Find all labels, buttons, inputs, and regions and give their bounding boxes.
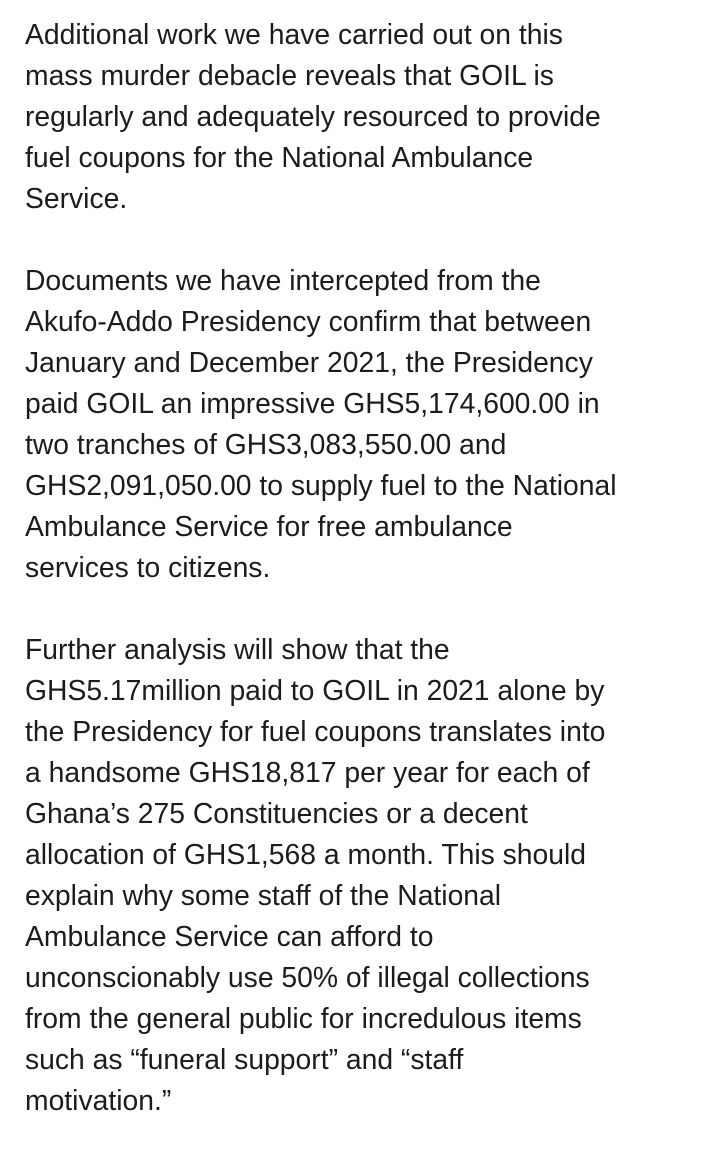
text-line: Ghana’s 275 Constituencies or a decent bbox=[25, 797, 528, 829]
text-line: such as “funeral support” and “staff bbox=[25, 1043, 464, 1075]
text-line: Further analysis will show that the bbox=[25, 633, 450, 665]
text-line: regularly and adequately resourced to provide bbox=[25, 100, 601, 132]
paragraph-2 bbox=[25, 260, 715, 588]
text-line: motivation.” bbox=[25, 1084, 172, 1116]
text-line: paid GOIL an impressive GHS5,174,600.00 in bbox=[25, 387, 600, 419]
text-line: January and December 2021, the Presidency bbox=[25, 346, 593, 378]
paragraph-1 bbox=[25, 14, 715, 219]
text-line: explain why some staff of the National bbox=[25, 879, 502, 911]
text-line: GHS2,091,050.00 to supply fuel to the National bbox=[25, 469, 617, 501]
text-line: Ambulance Service for free ambulance bbox=[25, 510, 513, 542]
text-line: Akufo-Addo Presidency confirm that between bbox=[25, 305, 592, 337]
article-body bbox=[25, 14, 715, 1162]
text-line: the Presidency for fuel coupons translates into bbox=[25, 715, 606, 747]
text-line: Documents we have intercepted from the bbox=[25, 264, 541, 296]
text-line: Additional work we have carried out on this bbox=[25, 18, 563, 50]
text-line: two tranches of GHS3,083,550.00 and bbox=[25, 428, 507, 460]
paragraph-3 bbox=[25, 629, 715, 1121]
text-line: a handsome GHS18,817 per year for each of bbox=[25, 756, 590, 788]
text-line: mass murder debacle reveals that GOIL is bbox=[25, 59, 554, 91]
text-line: GHS5.17million paid to GOIL in 2021 alone by bbox=[25, 674, 605, 706]
text-line: allocation of GHS1,568 a month. This should bbox=[25, 838, 587, 870]
text-line: fuel coupons for the National Ambulance bbox=[25, 141, 534, 173]
text-line: unconscionably use 50% of illegal collections bbox=[25, 961, 590, 993]
text-line: Service. bbox=[25, 182, 128, 214]
text-line: from the general public for incredulous items bbox=[25, 1002, 582, 1034]
text-line: services to citizens. bbox=[25, 551, 271, 583]
text-line: Ambulance Service can afford to bbox=[25, 920, 434, 952]
